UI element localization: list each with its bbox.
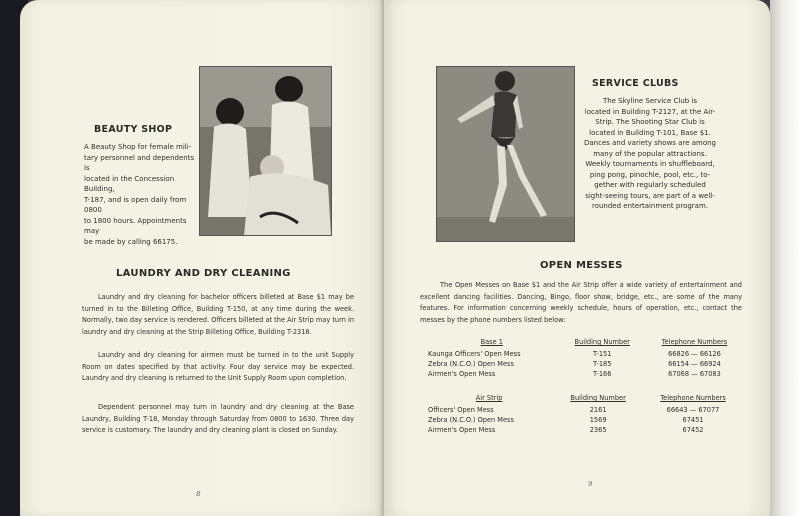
table-cell: 66643 — 67077 (666, 406, 720, 414)
table-row (424, 359, 744, 369)
table-cell: T-185 (593, 360, 612, 368)
beauty-line: A Beauty Shop for female mili- (84, 143, 192, 151)
open-messes-title: OPEN MESSES (540, 260, 623, 271)
table-row (424, 369, 744, 379)
table-row (424, 405, 744, 415)
service-clubs-title: SERVICE CLUBS (592, 78, 679, 89)
beauty-line: T-187, and is open daily from 0800 (84, 195, 187, 214)
service-line: Strip. The Shooting Star Club is (595, 118, 705, 126)
laundry-paragraph-3: Dependent personnel may turn in laundry and dry cleaning at the Base Laundry, Building T-18, Monday through Saturday from 0800 to 1630. Three day service is customary. The laundry and dry cleaning plant is closed on Sunday. (82, 403, 354, 434)
table-row (424, 425, 744, 435)
service-line: located in Building T-101, Base $1. (589, 128, 711, 137)
table-cell: 1569 (589, 416, 607, 424)
service-line: Dances and variety shows are among (584, 139, 716, 147)
table-row (424, 415, 744, 425)
table-cell: 2365 (589, 426, 607, 434)
laundry-title: LAUNDRY AND DRY CLEANING (116, 268, 291, 279)
table-cell: Airmen's Open Mess (428, 426, 496, 434)
service-line: ping pong, pinochle, pool, etc., to- (589, 170, 711, 179)
background-right (770, 0, 800, 516)
beauty-shop-text (84, 142, 200, 247)
table-header: Base 1 (480, 338, 503, 346)
messes-table-airstrip (424, 394, 744, 435)
table-cell: 2161 (589, 406, 607, 414)
table-cell: 66826 — 66126 (668, 350, 721, 358)
table-header: Building Number (574, 338, 630, 346)
page-number-right: 9 (588, 480, 593, 488)
service-clubs-text (580, 96, 720, 212)
dancer-photo (436, 66, 575, 242)
beauty-line: be made by calling 66175. (84, 237, 178, 246)
laundry-paragraph-2: Laundry and dry cleaning for airmen must be turned in to the unit Supply Room on dates specified by that activity. Four day service may be expected. Laundry and dry cleaning is returned to the Unit Supply Room upon completion. (82, 351, 354, 382)
table-cell: Officers' Open Mess (428, 406, 494, 414)
beauty-shop-photo (199, 66, 332, 236)
table-cell: 67068 — 67083 (668, 370, 721, 378)
table-cell: Zebra (N.C.O.) Open Mess (428, 416, 514, 424)
service-line: rounded entertainment program. (591, 202, 709, 210)
messes-table-base (424, 338, 744, 379)
table-header: Building Number (570, 394, 626, 402)
left-page (20, 0, 384, 516)
table-cell: T-151 (593, 350, 612, 358)
table-cell: Airmen's Open Mess (428, 370, 496, 378)
page-number-left: 8 (196, 490, 201, 498)
table-header: Air Strip (475, 394, 503, 402)
service-line: sight-seeing tours, are part of a well- (585, 191, 715, 200)
beauty-line: tary personnel and dependents is (84, 153, 195, 172)
table-header: Telephone Numbers (660, 394, 726, 402)
beauty-line: to 1800 hours. Appointments may (84, 216, 187, 235)
table-header: Telephone Numbers (661, 338, 728, 346)
service-line: gether with regularly scheduled (594, 181, 706, 189)
table-cell: Zebra (N.C.O.) Open Mess (428, 360, 514, 368)
table-cell: 67452 (682, 426, 704, 434)
service-line: many of the popular attractions. (593, 149, 707, 158)
beauty-shop-title: BEAUTY SHOP (94, 124, 173, 135)
open-messes-intro: The Open Messes on Base $1 and the Air Strip offer a wide variety of entertainment and excellent dancing facilities. Dancing, Bingo, floor show, bridge, etc., are some of the many features. For information concerning weekly schedule, hours of operation, etc., contact the messes by the phone numbers listed below: (420, 281, 742, 324)
service-line: Weekly tournaments in shuffleboard, (585, 160, 715, 168)
laundry-paragraph-1: Laundry and dry cleaning for bachelor officers billeted at Base $1 may be turned in to the Billeting Office, Building T-150, at any time during the week. Normally, two day service is rendered. Officers billeted at the Air Strip may turn in laundry and dry cleaning at the Strip Billeting Office, Building T-2318. (82, 293, 354, 336)
service-line: The Skyline Service Club is (602, 97, 698, 105)
table-cell: 67451 (682, 416, 704, 424)
right-page (384, 0, 770, 516)
service-line: located in Building T-2127, at the Air- (584, 107, 716, 116)
table-cell: T-166 (593, 370, 612, 378)
table-cell: Kaunga Officers' Open Mess (428, 350, 521, 358)
table-cell: 66154 — 66924 (668, 360, 721, 368)
table-row (424, 349, 744, 359)
beauty-line: located in the Concession Building, (84, 174, 175, 193)
